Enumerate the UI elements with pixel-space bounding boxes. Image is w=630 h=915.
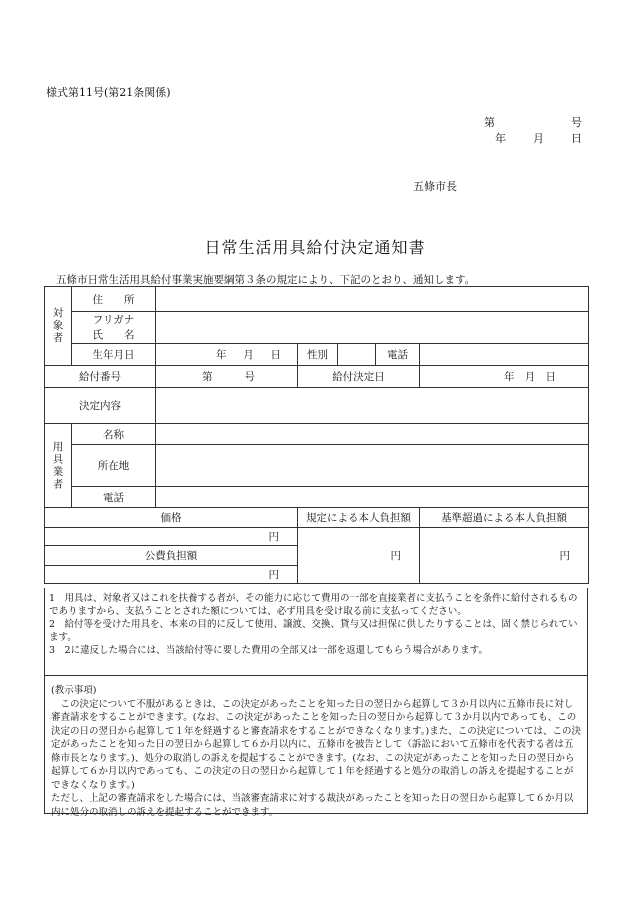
instruction-box <box>44 676 588 818</box>
document-title: 日常生活用具給付決定通知書 <box>204 238 426 257</box>
vendor-location-row <box>45 445 589 487</box>
excess-pay-field[interactable] <box>420 528 589 584</box>
excess-pay-yen: 円 <box>559 550 570 562</box>
price-header: 価格 <box>45 508 298 528</box>
note-2: 2 給付等を受けた用具を、本来の目的に反して使用、譲渡、交換、貸与又は担保に供したりすることは、固く禁じられています。 <box>49 619 578 643</box>
grant-number-suffix: 号 <box>244 371 255 383</box>
price-field[interactable] <box>45 528 298 546</box>
grant-number-row <box>45 366 589 388</box>
vendor-location-field[interactable] <box>156 445 589 487</box>
date-day: 日 <box>571 132 582 145</box>
name-row <box>45 312 589 344</box>
decision-month: 月 <box>524 371 536 383</box>
decision-day: 日 <box>545 371 556 383</box>
phone-label: 電話 <box>376 344 420 366</box>
grant-number-field[interactable] <box>156 366 298 388</box>
public-pay-yen: 円 <box>268 569 279 581</box>
cost-header-row <box>45 508 589 528</box>
phone-field[interactable] <box>420 344 589 366</box>
public-pay-header: 公費負担額 <box>45 546 298 566</box>
vendor-name-label: 名称 <box>72 424 156 445</box>
birth-field[interactable] <box>156 344 298 366</box>
vendor-group-label: 用具業者 <box>45 424 72 508</box>
instruction-heading: (教示事項) <box>51 685 97 696</box>
issuer: 五條市長 <box>413 180 457 193</box>
birth-label: 生年月日 <box>72 344 156 366</box>
vendor-phone-field[interactable] <box>156 487 589 508</box>
content-row <box>45 388 589 424</box>
note-1: 1 用具は、対象者又はこれを扶養する者が、その能力に応じて費用の一部を直接業者に支払うことを条件に給付されるものでありますから、支払うこととされた額については、必ず用具を受け取る前に支払ってください。 <box>49 593 578 617</box>
form-number: 様式第11号(第21条関係) <box>46 86 171 99</box>
name-field[interactable] <box>156 312 589 344</box>
decision-year: 年 <box>504 371 515 383</box>
name-label-cell <box>72 312 156 344</box>
excess-pay-header: 基準超過による本人負担額 <box>420 508 589 528</box>
instruction-paragraph-2: ただし、上記の審査請求をした場合には、当該審査請求に対する裁決があったことを知った日の翌日から起算して６か月以内に処分の取消しの訴えを提起することができます。 <box>51 793 574 818</box>
document-number-line <box>484 114 582 130</box>
instruction-paragraph-1: この決定について不服があるときは、この決定があったことを知った日の翌日から起算して３か月以内に五條市長に対し審査請求をすることができます。(なお、この決定があったことを知った日の翌日から起算して３か月以内であっても、この決定の日の翌日から起算して１年を経過すると審査請求をすることができなくなります。)また、この決定については、この決定があったことを知った日の翌日から起算して６か月以内に、五條市を被告として（訴訟において五條市を代表する者は五條市長となります。)、処分の取消しの訴えを提起することができます。(なお、この決定があったことを知った日の翌日から起算して６か月以内であっても、この決定の日の翌日から起算して１年を経過すると処分の取消しの訴えを提起することができなくなります。) <box>51 698 582 791</box>
vendor-phone-label: 電話 <box>72 487 156 508</box>
content-label: 決定内容 <box>45 388 156 424</box>
address-label: 住 所 <box>72 287 156 312</box>
price-row <box>45 528 589 546</box>
vendor-location-label: 所在地 <box>72 445 156 487</box>
address-row <box>45 287 589 312</box>
self-pay-yen: 円 <box>390 550 401 562</box>
birth-row <box>45 344 589 366</box>
content-field[interactable] <box>156 388 589 424</box>
vendor-name-field[interactable] <box>156 424 589 445</box>
grant-number-prefix: 第 <box>202 371 213 383</box>
gender-field[interactable] <box>338 344 376 366</box>
self-pay-field[interactable] <box>298 528 420 584</box>
date-month: 月 <box>533 132 544 145</box>
notes-box <box>44 588 588 676</box>
birth-month: 月 <box>243 349 254 361</box>
gender-label: 性別 <box>298 344 338 366</box>
decision-date-label: 給付決定日 <box>298 366 420 388</box>
document-date-line <box>495 130 582 146</box>
subject-group-label: 対象者 <box>45 287 72 366</box>
main-form-table <box>44 286 589 584</box>
date-year: 年 <box>495 132 506 145</box>
decision-date-field[interactable] <box>420 366 589 388</box>
self-pay-header: 規定による本人負担額 <box>298 508 420 528</box>
name-label: 氏 名 <box>92 328 135 341</box>
birth-year: 年 <box>216 349 227 361</box>
number-suffix: 号 <box>571 116 582 129</box>
public-pay-field[interactable] <box>45 566 298 584</box>
address-field[interactable] <box>156 287 589 312</box>
furigana-label: フリガナ <box>92 313 135 326</box>
intro-text: 五條市日常生活用具給付事業実施要綱第３条の規定により、下記のとおり、通知します。 <box>56 274 476 286</box>
birth-day: 日 <box>270 349 281 361</box>
grant-number-label: 給付番号 <box>45 366 156 388</box>
number-prefix: 第 <box>484 116 495 129</box>
note-3: 3 2に違反した場合には、当該給付等に要した費用の全部又は一部を返還してもらう場合があります。 <box>49 645 488 656</box>
vendor-name-row <box>45 424 589 445</box>
price-yen: 円 <box>268 531 279 543</box>
vendor-phone-row <box>45 487 589 508</box>
